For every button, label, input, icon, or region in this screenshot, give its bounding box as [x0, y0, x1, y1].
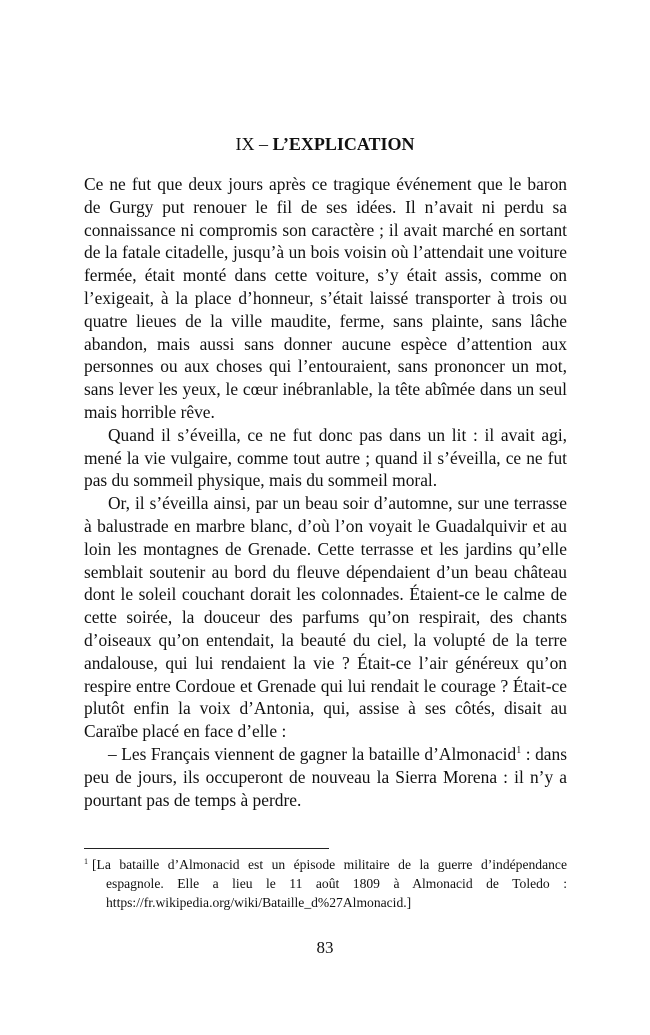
- dialogue-text-start: – Les Français viennent de gagner la bataille d’Almonacid: [108, 743, 517, 764]
- footnote: [84, 855, 567, 912]
- footnote-entry: [84, 855, 567, 912]
- paragraph-3: Or, il s’éveilla ainsi, par un beau soir d’automne, sur une terrasse à balustrade en marbre blanc, d’où l’on voyait le Guadalquivir et au loin les montagnes de Grenade. Cette terrasse et les jardins qu’elle semblait soutenir au bord du fleuve dépendaient d’un beau château dont le soleil couchant dorait les colonnades. Étaient-ce le calme de cette soirée, la douceur des parfums qu’on respirait, des chants d’oiseaux qu’on entendait, la beauté du ciel, la volupté de la terre andalouse, qui lui rendaient la vie ? Était-ce l’air généreux qu’on respire entre Cordoue et Grenade qui lui rendait le courage ? Était-ce plutôt enfin la voix d’Antonia, qui, assise à ses côtés, disait au Caraïbe placé en face d’elle :: [84, 493, 567, 742]
- footnote-marker: 1: [84, 857, 88, 866]
- paragraph-4: [84, 743, 567, 811]
- chapter-heading: [0, 132, 650, 156]
- footnote-divider: [84, 848, 329, 849]
- chapter-title: L’EXPLICATION: [272, 134, 415, 154]
- paragraph-2: Quand il s’éveilla, ce ne fut donc pas dans un lit : il avait agi, mené la vie vulgaire, comme tout autre ; quand il s’éveilla, ce ne fut pas du sommeil physique, mais du sommeil moral.: [84, 424, 567, 491]
- dialogue-text-end: : dans peu de jours, ils occuperont de nouveau la Sierra Morena : il n’y a pourtant pas de temps à perdre.: [84, 743, 567, 810]
- paragraph-1: Ce ne fut que deux jours après ce tragique événement que le baron de Gurgy put renouer le fil de ses idées. Il n’avait ni perdu sa connaissance ni compromis son caractère ; il avait marché en sortant de la fatale citadelle, jusqu’à un bois voisin où l’attendait une voiture fermée, était monté dans cette voiture, s’y était assis, comme on l’exigeait, à la place d’honneur, s’était laissé transporter à trois ou quatre lieues de la ville maudite, ferme, sans plainte, sans lâche abandon, mais aussi sans donner aucune espèce d’attention aux personnes ou aux choses qui l’entouraient, sans prononcer un mot, sans lever les yeux, le cœur inébranlable, la tête abîmée dans un seul mais horrible rêve.: [84, 174, 567, 422]
- body-text: [84, 173, 567, 811]
- footnote-reference[interactable]: 1: [516, 744, 522, 756]
- page-number: 83: [316, 938, 334, 957]
- chapter-number: IX –: [235, 134, 273, 154]
- footnote-text: [La bataille d’Almonacid est un épisode militaire de la guerre d’indépendance espagnole. Elle a lieu le 11 août 1809 à Almonacid de Toledo : https://fr.wikipedia.org/wiki/Bataille_d%27Almonacid.]: [92, 857, 567, 910]
